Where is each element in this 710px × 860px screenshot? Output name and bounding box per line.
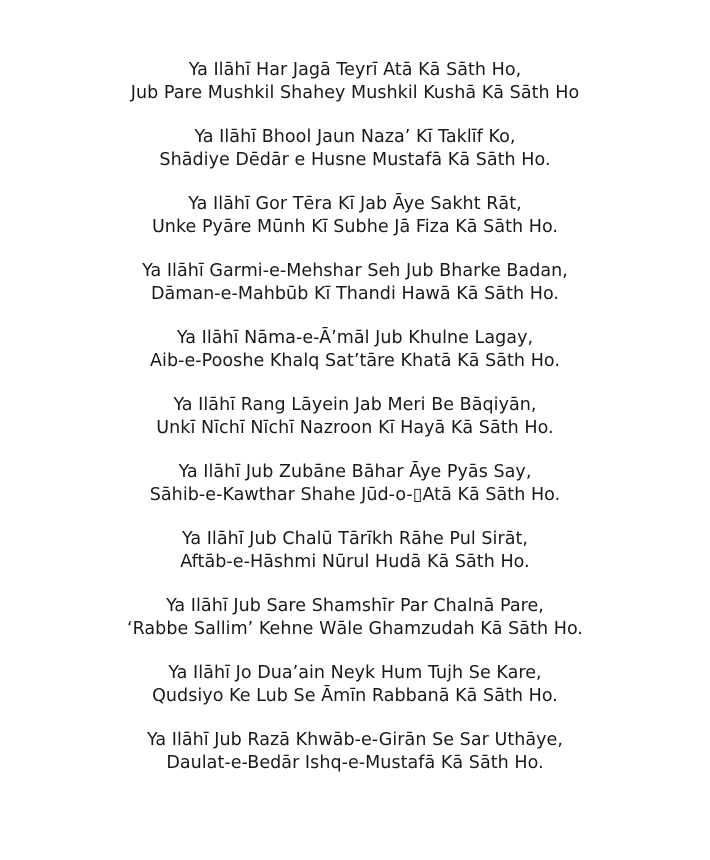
stanza-4	[0, 260, 710, 305]
stanza-6	[0, 394, 710, 439]
stanza-3	[0, 193, 710, 238]
stanza-11	[0, 729, 710, 774]
stanza-8	[0, 528, 710, 573]
stanza-11-line-1: Ya Ilāhī Jub Razā Khwāb-e-Girān Se Sar Uthāye,	[147, 730, 563, 750]
stanza-3-line-1: Ya Ilāhī Gor Tēra Kī Jab Āye Sakht Rāt,	[188, 194, 522, 214]
stanza-5-line-1: Ya Ilāhī Nāma-e-Ā’māl Jub Khulne Lagay,	[176, 328, 534, 348]
stanza-10-line-2: Qudsiyo Ke Lub Se Āmīn Rabbanā Kā Sāth Ho.	[152, 685, 558, 706]
stanza-7	[0, 461, 710, 506]
stanza-7-line-1: Ya Ilāhī Jub Zubāne Bāhar Āye Pyās Say,	[178, 462, 532, 482]
stanza-6-line-1: Ya Ilāhī Rang Lāyein Jab Meri Be Bāqiyān,	[173, 395, 537, 415]
stanza-5	[0, 327, 710, 372]
stanza-9-line-1: Ya Ilāhī Jub Sare Shamshīr Par Chalnā Pare,	[166, 596, 544, 616]
stanza-8-line-2: Aftāb-e-Hāshmi Nūrul Hudā Kā Sāth Ho.	[180, 551, 530, 572]
stanza-2-line-2: Shādiye Dēdār e Husne Mustafā Kā Sāth Ho.	[159, 149, 551, 170]
stanza-1	[0, 59, 710, 104]
stanza-1-line-2: Jub Pare Mushkil Shahey Mushkil Kushā Kā Sāth Ho	[130, 82, 580, 103]
stanza-4-line-2: Dāman-e-Mahbūb Kī Thandi Hawā Kā Sāth Ho.	[150, 283, 560, 304]
stanza-9-line-2: ‘Rabbe Sallim’ Kehne Wāle Ghamzudah Kā Sāth Ho.	[126, 618, 584, 639]
stanza-5-line-2: Aib-e-Pooshe Khalq Sat’tāre Khatā Kā Sāth Ho.	[150, 350, 560, 371]
poem	[0, 59, 710, 796]
stanza-2	[0, 126, 710, 171]
stanza-8-line-1: Ya Ilāhī Jub Chalū Tārīkh Rāhe Pul Sirāt,	[182, 529, 528, 549]
stanza-9	[0, 595, 710, 640]
stanza-3-line-2: Unke Pyāre Mūnh Kī Subhe Jā Fiza Kā Sāth Ho.	[151, 216, 559, 237]
stanza-11-line-2: Daulat-e-Bedār Ishq-e-Mustafā Kā Sāth Ho.	[166, 752, 544, 773]
stanza-2-line-1: Ya Ilāhī Bhool Jaun Naza’ Kī Taklīf Ko,	[194, 127, 516, 147]
stanza-1-line-1: Ya Ilāhī Har Jagā Teyrī Atā Kā Sāth Ho,	[188, 60, 522, 80]
stanza-6-line-2: Unkī Nīchī Nīchī Nazroon Kī Hayā Kā Sāth Ho.	[156, 417, 554, 438]
stanza-10	[0, 662, 710, 707]
stanza-7-line-2: Sāhib-e-Kawthar Shahe Jūd-o-▯Atā Kā Sāth Ho.	[149, 484, 561, 505]
stanza-4-line-1: Ya Ilāhī Garmi-e-Mehshar Seh Jub Bharke Badan,	[142, 261, 568, 281]
stanza-10-line-1: Ya Ilāhī Jo Dua’ain Neyk Hum Tujh Se Kare,	[168, 663, 542, 683]
